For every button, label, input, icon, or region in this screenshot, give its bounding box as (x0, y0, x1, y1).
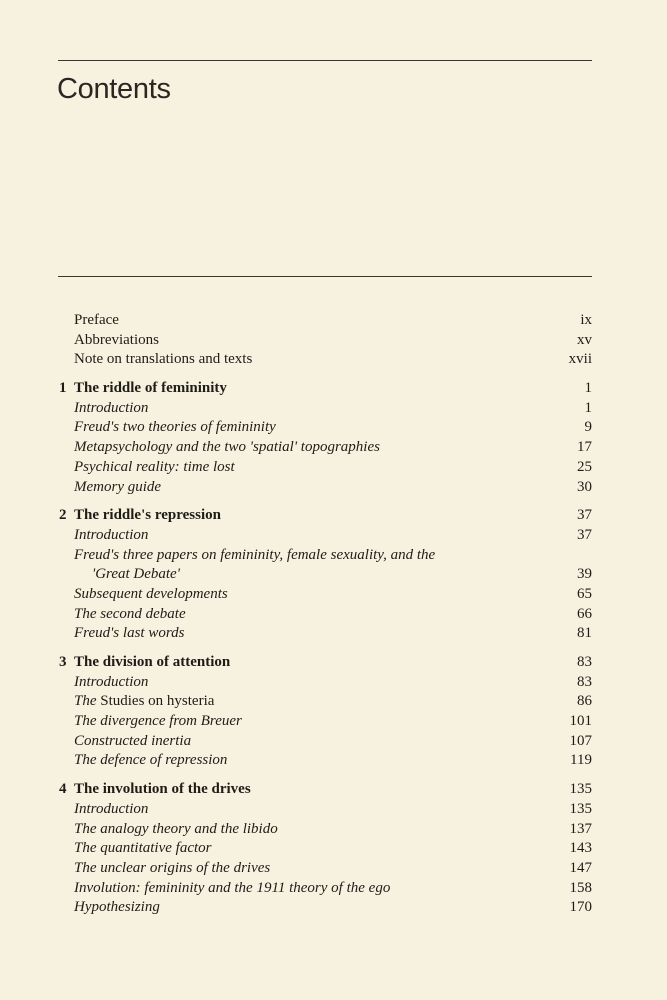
toc-section[interactable] (0, 859, 667, 879)
toc-section[interactable] (0, 751, 667, 771)
toc-entry-note[interactable] (0, 350, 667, 370)
section-text: The defence of repression (74, 752, 228, 769)
entry-text: Abbreviations (74, 331, 159, 348)
entry-page: 83 (577, 673, 592, 690)
section-text: Memory guide (74, 478, 162, 495)
entry-page: 135 (569, 781, 592, 798)
toc-section[interactable] (0, 458, 667, 478)
toc-section[interactable] (0, 605, 667, 625)
section-text: Metapsychology and the two 'spatial' topographies (74, 439, 380, 456)
chapter-number: 2 (59, 507, 67, 524)
section-text: Subsequent developments (74, 585, 228, 602)
entry-page: 137 (569, 820, 592, 837)
chapter-title: The riddle's repression (74, 507, 221, 524)
entry-page: 17 (577, 439, 592, 456)
toc-section[interactable] (0, 673, 667, 693)
chapter-title: The division of attention (74, 654, 231, 670)
entry-page: 37 (577, 507, 592, 524)
section-text: Freud's last words (74, 625, 185, 642)
chapter-number: 1 (59, 380, 67, 397)
entry-page: 86 (577, 693, 592, 710)
entry-page: 158 (569, 879, 592, 896)
entry-page: 143 (569, 840, 592, 857)
entry-page: 81 (577, 625, 592, 642)
section-text (74, 692, 214, 712)
toc-section[interactable] (0, 712, 667, 732)
toc-section[interactable] (0, 526, 667, 546)
entry-text: Preface (74, 312, 119, 328)
toc-section-continuation[interactable] (0, 565, 667, 585)
section-text: The unclear origins of the drives (74, 859, 271, 876)
toc-section[interactable] (0, 438, 667, 458)
toc-section[interactable] (0, 624, 667, 644)
section-text: The divergence from Breuer (74, 713, 242, 730)
entry-page: 37 (577, 526, 592, 543)
chapter-heading-3[interactable] (0, 653, 667, 673)
chapter-title: The riddle of femininity (74, 380, 227, 397)
section-text: The analogy theory and the libido (74, 820, 278, 837)
entry-page: 83 (577, 654, 592, 670)
entry-page: xv (577, 331, 592, 348)
section-text: Freud's two theories of femininity (74, 419, 276, 436)
toc-section[interactable] (0, 820, 667, 840)
section-text: Psychical reality: time lost (74, 458, 235, 475)
mid-rule (58, 276, 592, 277)
entry-page: 65 (577, 585, 592, 602)
entry-page: 39 (577, 566, 592, 583)
toc-entry-abbreviations[interactable] (0, 331, 667, 351)
toc-section[interactable] (0, 879, 667, 899)
section-text: Hypothesizing (74, 899, 160, 916)
section-text: Freud's three papers on femininity, female sexuality, and the (74, 546, 436, 563)
entry-page: 170 (569, 899, 592, 916)
entry-page: ix (580, 312, 592, 328)
entry-text: Note on translations and texts (74, 351, 253, 368)
entry-page: 30 (577, 478, 592, 495)
entry-page: 9 (584, 419, 592, 436)
top-rule (58, 60, 592, 61)
entry-page: 1 (584, 380, 592, 397)
chapter-heading-1[interactable] (0, 379, 667, 399)
entry-page: 25 (577, 458, 592, 475)
entry-page: 107 (569, 732, 592, 749)
toc-section[interactable] (0, 478, 667, 498)
toc-section[interactable] (0, 418, 667, 438)
section-text-italic: The (74, 693, 97, 710)
toc-section[interactable] (0, 898, 667, 918)
toc-section[interactable] (0, 839, 667, 859)
entry-page: 101 (569, 713, 592, 730)
section-text-roman: Studies on hysteria (100, 693, 215, 710)
section-text: Constructed inertia (74, 732, 192, 749)
section-text: The quantitative factor (74, 840, 212, 857)
section-text: Introduction (74, 526, 149, 543)
section-text: 'Great Debate' (92, 566, 180, 583)
entry-page: xvii (568, 351, 592, 368)
section-text: The second debate (74, 605, 186, 622)
table-of-contents (0, 311, 667, 918)
section-text: Introduction (74, 673, 149, 690)
chapter-number: 3 (59, 654, 67, 670)
chapter-number: 4 (59, 781, 67, 798)
toc-section[interactable] (0, 732, 667, 752)
chapter-heading-4[interactable] (0, 780, 667, 800)
entry-page: 147 (569, 859, 592, 876)
toc-section[interactable] (0, 800, 667, 820)
toc-section[interactable] (0, 546, 667, 566)
toc-entry-preface[interactable] (0, 311, 667, 331)
chapter-title: The involution of the drives (74, 781, 251, 798)
section-text: Involution: femininity and the 1911 theory of the ego (74, 879, 391, 896)
entry-page: 119 (570, 752, 592, 769)
toc-section[interactable] (0, 399, 667, 419)
entry-page: 135 (569, 800, 592, 817)
chapter-heading-2[interactable] (0, 506, 667, 526)
toc-section[interactable] (0, 692, 667, 712)
section-text: Introduction (74, 399, 149, 416)
entry-page: 1 (584, 399, 592, 416)
page-title: Contents (57, 73, 171, 105)
section-text: Introduction (74, 800, 149, 817)
toc-section[interactable] (0, 585, 667, 605)
entry-page: 66 (577, 605, 592, 622)
